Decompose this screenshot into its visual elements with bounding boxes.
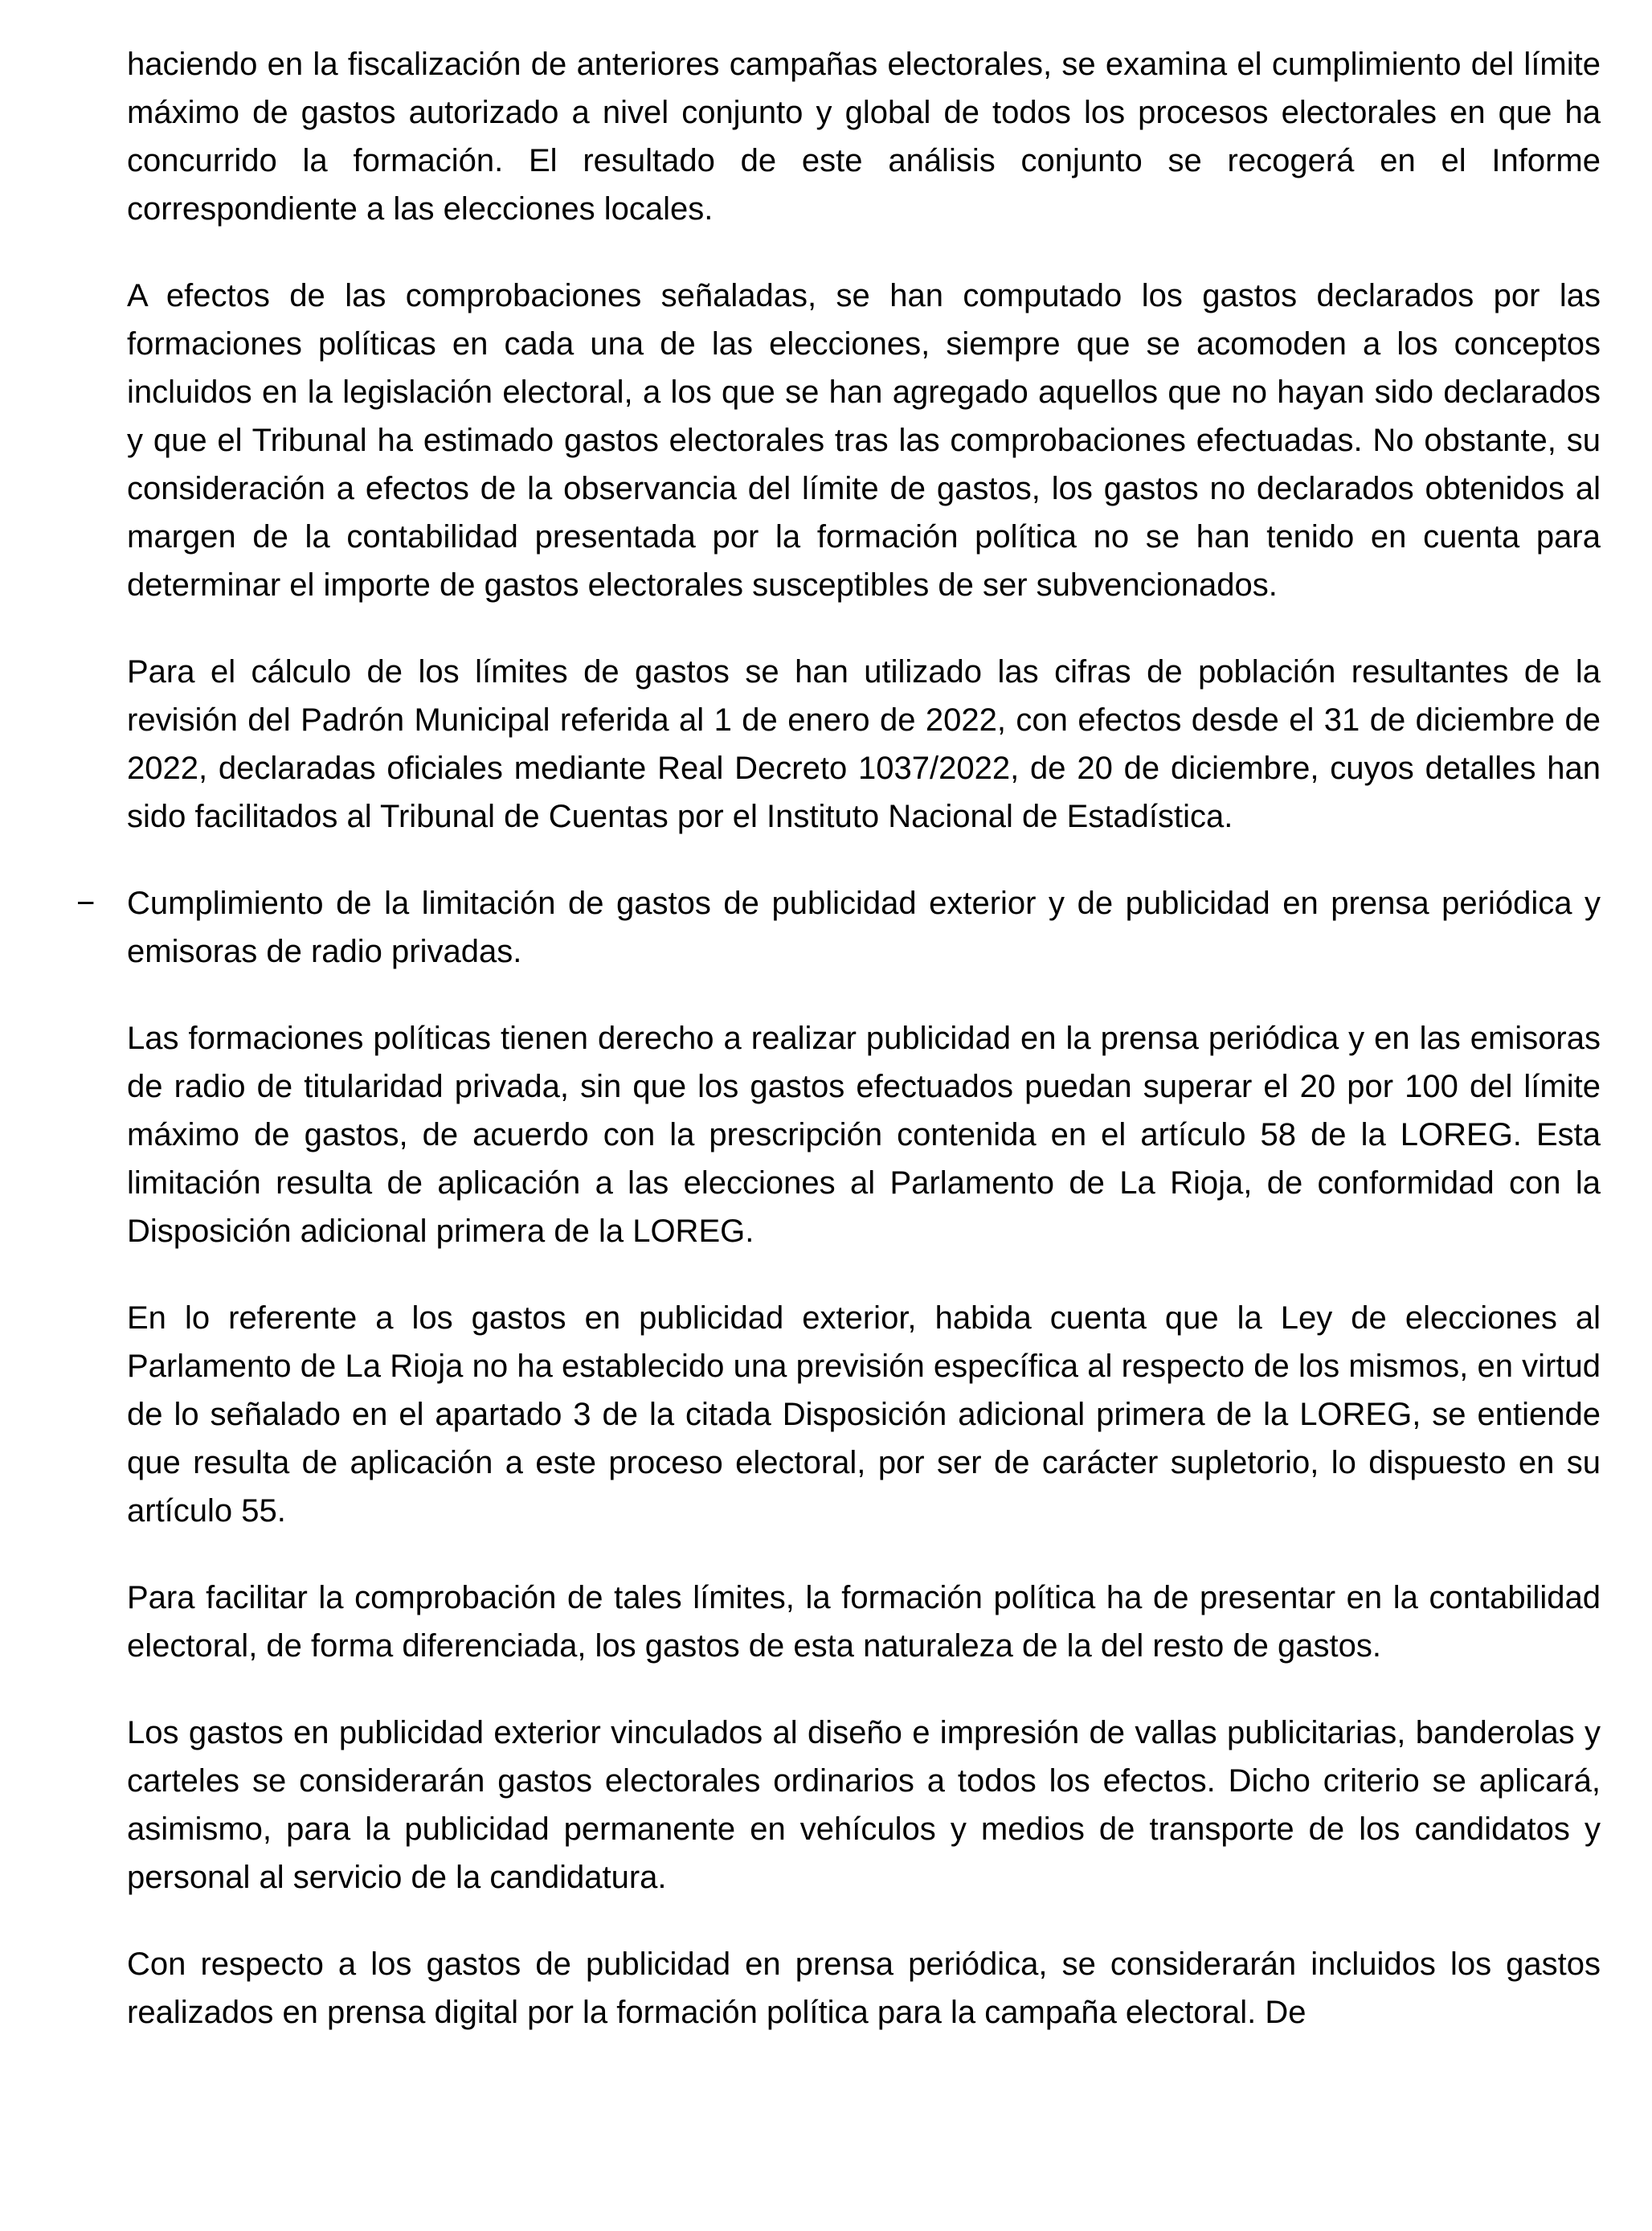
paragraph-fiscalizacion-campanas: haciendo en la fiscalización de anteriores campañas electorales, se examina el cumplimiento del límite máximo de gastos autorizado a nivel conjunto y global de todos los procesos electorales en que ha concurrido la formación. El resultado de este análisis conjunto se recogerá en el Informe correspondiente a las elecciones locales. <box>127 47 1601 227</box>
bullet-dash-icon: − <box>76 886 96 921</box>
paragraph-publicidad-exterior-loreg: En lo referente a los gastos en publicidad exterior, habida cuenta que la Ley de elecciones al Parlamento de La Rioja no ha establecido una previsión específica al respecto de los mismos, en virtud de lo señalado en el apartado 3 de la citada Disposición adicional primera de la LOREG, se entiende que resulta de aplicación a este proceso electoral, por ser de carácter supletorio, lo dispuesto en su artículo 55. <box>127 1300 1601 1529</box>
bullet-paragraph-cumplimiento-limitacion: Cumplimiento de la limitación de gastos de publicidad exterior y de publicidad en prensa periódica y emisoras de radio privadas. <box>127 886 1601 969</box>
paragraph-gastos-vallas-publicitarias: Los gastos en publicidad exterior vinculados al diseño e impresión de vallas publicitarias, banderolas y carteles se considerarán gastos electorales ordinarios a todos los efectos. Dicho criterio se aplicará, asimismo, para la publicidad permanente en vehículos y medios de transporte de los candidatos y personal al servicio de la candidatura. <box>127 1715 1601 1895</box>
paragraph-calculo-limites-padron: Para el cálculo de los límites de gastos se han utilizado las cifras de población resultantes de la revisión del Padrón Municipal referida al 1 de enero de 2022, con efectos desde el 31 de diciembre de 2022, declaradas oficiales mediante Real Decreto 1037/2022, de 20 de diciembre, cuyos detalles han sido facilitados al Tribunal de Cuentas por el Instituto Nacional de Estadística. <box>127 654 1601 834</box>
bullet-item-cumplimiento-limitacion <box>76 879 1601 976</box>
paragraph-formaciones-derecho-publicidad: Las formaciones políticas tienen derecho a realizar publicidad en la prensa periódica y en las emisoras de radio de titularidad privada, sin que los gastos efectuados puedan superar el 20 por 100 del límite máximo de gastos, de acuerdo con la prescripción contenida en el artículo 58 de la LOREG. Esta limitación resulta de aplicación a las elecciones al Parlamento de La Rioja, de conformidad con la Disposición adicional primera de la LOREG. <box>127 1021 1601 1249</box>
paragraph-facilitar-comprobacion: Para facilitar la comprobación de tales límites, la formación política ha de presentar en la contabilidad electoral, de forma diferenciada, los gastos de esta naturaleza de la del resto de gastos. <box>127 1580 1601 1664</box>
paragraph-comprobaciones-gastos: A efectos de las comprobaciones señaladas, se han computado los gastos declarados por las formaciones políticas en cada una de las elecciones, siempre que se acomoden a los conceptos incluidos en la legislación electoral, a los que se han agregado aquellos que no hayan sido declarados y que el Tribunal ha estimado gastos electorales tras las comprobaciones efectuadas. No obstante, su consideración a efectos de la observancia del límite de gastos, los gastos no declarados obtenidos al margen de la contabilidad presentada por la formación política no se han tenido en cuenta para determinar el importe de gastos electorales susceptibles de ser subvencionados. <box>127 278 1601 603</box>
paragraph-prensa-digital: Con respecto a los gastos de publicidad en prensa periódica, se considerarán incluidos los gastos realizados en prensa digital por la formación política para la campaña electoral. De <box>127 1946 1601 2030</box>
